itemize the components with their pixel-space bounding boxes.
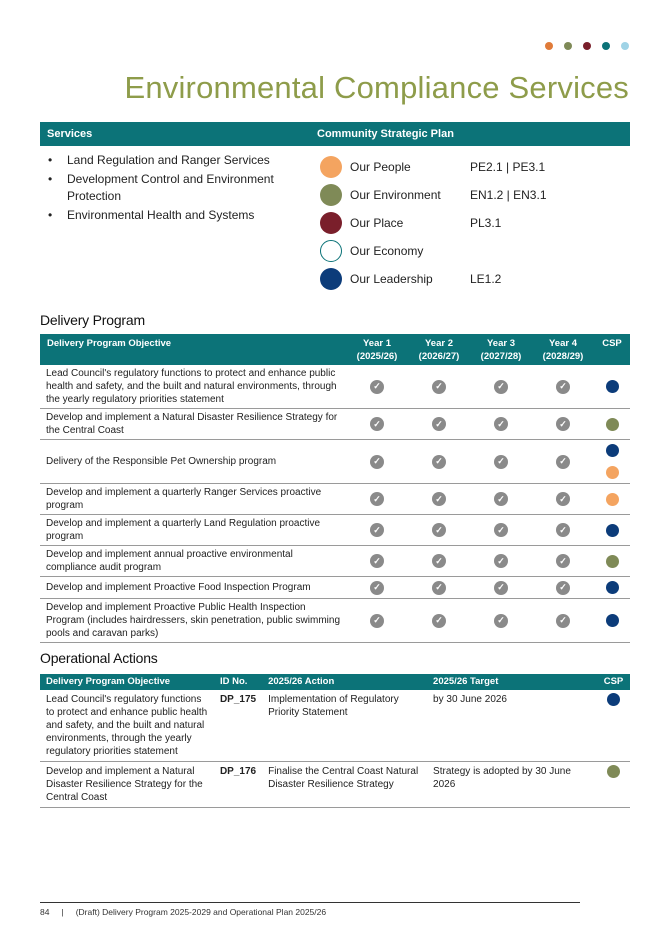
services-header: Services bbox=[47, 128, 93, 140]
place-circle-icon bbox=[320, 212, 342, 234]
table-row bbox=[40, 690, 630, 762]
csp-codes: PE2.1 | PE3.1 bbox=[470, 160, 546, 174]
year-check-cell bbox=[408, 577, 470, 599]
csp-name: Our Environment bbox=[350, 188, 441, 202]
csp-cell bbox=[594, 365, 630, 409]
csp-environment-dot-icon bbox=[607, 765, 620, 778]
action-cell: Implementation of Regulatory Priority Statement bbox=[262, 690, 427, 762]
csp-cell bbox=[594, 546, 630, 577]
table-row bbox=[40, 762, 630, 808]
table-row bbox=[40, 484, 630, 515]
action-cell: Finalise the Central Coast Natural Disaster Resilience Strategy bbox=[262, 762, 427, 808]
csp-row-economy bbox=[320, 237, 620, 265]
csp-leadership-dot-icon bbox=[606, 444, 619, 457]
table-header-row bbox=[40, 674, 630, 690]
table-row bbox=[40, 409, 630, 440]
objective-cell: Develop and implement a quarterly Ranger Services proactive program bbox=[40, 484, 346, 515]
check-circle-icon: ✓ bbox=[556, 455, 570, 469]
year-range: (2025/26) bbox=[356, 351, 398, 362]
services-table-header bbox=[40, 122, 630, 146]
csp-col-header: CSP bbox=[594, 334, 630, 365]
year-check-cell bbox=[346, 365, 408, 409]
check-circle-icon: ✓ bbox=[370, 554, 384, 568]
page-number: 84 bbox=[40, 907, 50, 917]
csp-cell bbox=[594, 599, 630, 643]
action-header: 2025/26 Action bbox=[262, 674, 427, 690]
target-cell: Strategy is adopted by 30 June 2026 bbox=[427, 762, 597, 808]
year-check-cell bbox=[346, 409, 408, 440]
year-check-cell bbox=[346, 599, 408, 643]
csp-col-header: CSP bbox=[597, 674, 630, 690]
year-check-cell bbox=[408, 546, 470, 577]
csp-row-people bbox=[320, 153, 620, 181]
check-circle-icon: ✓ bbox=[370, 614, 384, 628]
check-circle-icon: ✓ bbox=[494, 492, 508, 506]
service-item: • Land Regulation and Ranger Services bbox=[48, 152, 298, 169]
check-circle-icon: ✓ bbox=[494, 417, 508, 431]
check-circle-icon: ✓ bbox=[432, 380, 446, 394]
check-circle-icon: ✓ bbox=[494, 614, 508, 628]
table-row bbox=[40, 577, 630, 599]
year-check-cell bbox=[470, 577, 532, 599]
year-check-cell bbox=[470, 365, 532, 409]
footer bbox=[40, 907, 326, 917]
csp-name: Our Place bbox=[350, 216, 404, 230]
year-label: Year 4 bbox=[549, 338, 577, 349]
csp-dot-stack bbox=[594, 581, 630, 594]
year-check-cell bbox=[470, 515, 532, 546]
year-range: (2027/28) bbox=[480, 351, 522, 362]
check-circle-icon: ✓ bbox=[556, 554, 570, 568]
table-header-row bbox=[40, 334, 630, 365]
footer-separator: | bbox=[61, 907, 64, 917]
csp-dot-stack bbox=[594, 524, 630, 537]
csp-cell bbox=[597, 690, 630, 762]
year-check-cell bbox=[408, 599, 470, 643]
check-circle-icon: ✓ bbox=[494, 554, 508, 568]
year-check-cell bbox=[470, 440, 532, 484]
table-row bbox=[40, 599, 630, 643]
csp-codes: EN1.2 | EN3.1 bbox=[470, 188, 547, 202]
csp-leadership-dot-icon bbox=[606, 380, 619, 393]
csp-cell bbox=[594, 484, 630, 515]
check-circle-icon: ✓ bbox=[370, 523, 384, 537]
decorative-dots bbox=[545, 42, 629, 50]
check-circle-icon: ✓ bbox=[494, 380, 508, 394]
csp-leadership-dot-icon bbox=[606, 524, 619, 537]
csp-name: Our People bbox=[350, 160, 411, 174]
year-check-cell bbox=[532, 577, 594, 599]
objective-cell: Develop and implement Proactive Public Health Inspection Program (includes hairdressers, skin penetration, public swimming pools and caravan parks) bbox=[40, 599, 346, 643]
table-row bbox=[40, 440, 630, 484]
csp-leadership-dot-icon bbox=[606, 581, 619, 594]
year-check-cell bbox=[532, 546, 594, 577]
operational-actions-heading: Operational Actions bbox=[40, 650, 158, 666]
year-check-cell bbox=[408, 409, 470, 440]
csp-cell bbox=[594, 409, 630, 440]
year-label: Year 3 bbox=[487, 338, 515, 349]
check-circle-icon: ✓ bbox=[432, 581, 446, 595]
year-check-cell bbox=[532, 484, 594, 515]
year4-header bbox=[532, 334, 594, 365]
csp-leadership-dot-icon bbox=[607, 693, 620, 706]
check-circle-icon: ✓ bbox=[432, 417, 446, 431]
objective-cell: Develop and implement a Natural Disaster Resilience Strategy for the Central Coast bbox=[40, 409, 346, 440]
delivery-program-table bbox=[40, 334, 630, 643]
objective-cell: Lead Council's regulatory functions to protect and enhance public health and safety, and the built and natural environments, through the yearly regulatory priorities statement bbox=[40, 365, 346, 409]
csp-people-dot-icon bbox=[606, 493, 619, 506]
id-cell: DP_175 bbox=[214, 690, 262, 762]
objective-cell: Develop and implement Proactive Food Inspection Program bbox=[40, 577, 346, 599]
csp-environment-dot-icon bbox=[606, 555, 619, 568]
check-circle-icon: ✓ bbox=[556, 614, 570, 628]
check-circle-icon: ✓ bbox=[556, 581, 570, 595]
check-circle-icon: ✓ bbox=[370, 581, 384, 595]
dot-light-blue bbox=[621, 42, 629, 50]
year-check-cell bbox=[470, 409, 532, 440]
service-item: • Environmental Health and Systems bbox=[48, 207, 298, 224]
delivery-program-heading: Delivery Program bbox=[40, 312, 145, 328]
csp-name: Our Leadership bbox=[350, 272, 433, 286]
check-circle-icon: ✓ bbox=[370, 380, 384, 394]
check-circle-icon: ✓ bbox=[432, 455, 446, 469]
year-check-cell bbox=[532, 409, 594, 440]
year-range: (2026/27) bbox=[418, 351, 460, 362]
year-check-cell bbox=[532, 515, 594, 546]
csp-cell bbox=[594, 577, 630, 599]
check-circle-icon: ✓ bbox=[432, 554, 446, 568]
check-circle-icon: ✓ bbox=[556, 380, 570, 394]
dot-teal bbox=[602, 42, 610, 50]
year-check-cell bbox=[532, 599, 594, 643]
objective-cell: Develop and implement annual proactive environmental compliance audit program bbox=[40, 546, 346, 577]
csp-people-dot-icon bbox=[606, 466, 619, 479]
service-item: • Development Control and Environment Protection bbox=[48, 171, 298, 205]
table-row bbox=[40, 546, 630, 577]
csp-dot-stack bbox=[594, 380, 630, 393]
year-check-cell bbox=[470, 599, 532, 643]
id-cell: DP_176 bbox=[214, 762, 262, 808]
footer-text: (Draft) Delivery Program 2025-2029 and Operational Plan 2025/26 bbox=[75, 907, 327, 917]
target-cell: by 30 June 2026 bbox=[427, 690, 597, 762]
year-check-cell bbox=[346, 484, 408, 515]
check-circle-icon: ✓ bbox=[432, 492, 446, 506]
csp-header: Community Strategic Plan bbox=[317, 128, 454, 140]
year-check-cell bbox=[408, 515, 470, 546]
csp-dot-stack bbox=[594, 555, 630, 568]
objective-header: Delivery Program Objective bbox=[40, 674, 214, 690]
year-check-cell bbox=[408, 484, 470, 515]
objective-header: Delivery Program Objective bbox=[40, 334, 346, 365]
services-list bbox=[48, 152, 298, 226]
year-check-cell bbox=[532, 440, 594, 484]
csp-environment-dot-icon bbox=[606, 418, 619, 431]
csp-row-leadership bbox=[320, 265, 620, 293]
footer-divider bbox=[40, 902, 580, 903]
csp-dot-stack bbox=[594, 614, 630, 627]
year-check-cell bbox=[470, 484, 532, 515]
table-row bbox=[40, 365, 630, 409]
objective-cell: Develop and implement a Natural Disaster Resilience Strategy for the Central Coast bbox=[40, 762, 214, 808]
csp-leadership-dot-icon bbox=[606, 614, 619, 627]
year-check-cell bbox=[408, 440, 470, 484]
id-header: ID No. bbox=[214, 674, 262, 690]
check-circle-icon: ✓ bbox=[370, 492, 384, 506]
csp-name: Our Economy bbox=[350, 244, 424, 258]
check-circle-icon: ✓ bbox=[370, 455, 384, 469]
check-circle-icon: ✓ bbox=[432, 523, 446, 537]
csp-cell bbox=[594, 440, 630, 484]
year-check-cell bbox=[408, 365, 470, 409]
check-circle-icon: ✓ bbox=[556, 523, 570, 537]
people-circle-icon bbox=[320, 156, 342, 178]
year-check-cell bbox=[346, 546, 408, 577]
environment-circle-icon bbox=[320, 184, 342, 206]
objective-cell: Develop and implement a quarterly Land Regulation proactive program bbox=[40, 515, 346, 546]
csp-row-environment bbox=[320, 181, 620, 209]
economy-circle-icon bbox=[320, 240, 342, 262]
year-label: Year 2 bbox=[425, 338, 453, 349]
csp-row-place bbox=[320, 209, 620, 237]
year-range: (2028/29) bbox=[542, 351, 584, 362]
year2-header bbox=[408, 334, 470, 365]
year-check-cell bbox=[346, 577, 408, 599]
check-circle-icon: ✓ bbox=[432, 614, 446, 628]
check-circle-icon: ✓ bbox=[556, 492, 570, 506]
year-check-cell bbox=[346, 440, 408, 484]
csp-dot-stack bbox=[594, 493, 630, 506]
check-circle-icon: ✓ bbox=[494, 455, 508, 469]
dot-olive bbox=[564, 42, 572, 50]
year-label: Year 1 bbox=[363, 338, 391, 349]
csp-cell bbox=[597, 762, 630, 808]
year-check-cell bbox=[470, 546, 532, 577]
csp-dot-stack bbox=[594, 444, 630, 479]
dot-maroon bbox=[583, 42, 591, 50]
page-title: Environmental Compliance Services bbox=[124, 70, 629, 105]
year3-header bbox=[470, 334, 532, 365]
csp-cell bbox=[594, 515, 630, 546]
objective-cell: Delivery of the Responsible Pet Ownership program bbox=[40, 440, 346, 484]
dot-orange bbox=[545, 42, 553, 50]
year-check-cell bbox=[346, 515, 408, 546]
target-header: 2025/26 Target bbox=[427, 674, 597, 690]
objective-cell: Lead Council's regulatory functions to protect and enhance public health and safety, and the built and natural environments, through the yearly regulatory priorities statement bbox=[40, 690, 214, 762]
leadership-circle-icon bbox=[320, 268, 342, 290]
check-circle-icon: ✓ bbox=[370, 417, 384, 431]
table-row bbox=[40, 515, 630, 546]
check-circle-icon: ✓ bbox=[494, 523, 508, 537]
csp-dot-stack bbox=[594, 418, 630, 431]
operational-actions-table bbox=[40, 674, 630, 808]
year-check-cell bbox=[532, 365, 594, 409]
check-circle-icon: ✓ bbox=[556, 417, 570, 431]
csp-codes: LE1.2 bbox=[470, 272, 502, 286]
csp-codes: PL3.1 bbox=[470, 216, 502, 230]
year1-header bbox=[346, 334, 408, 365]
csp-legend bbox=[320, 153, 620, 293]
check-circle-icon: ✓ bbox=[494, 581, 508, 595]
